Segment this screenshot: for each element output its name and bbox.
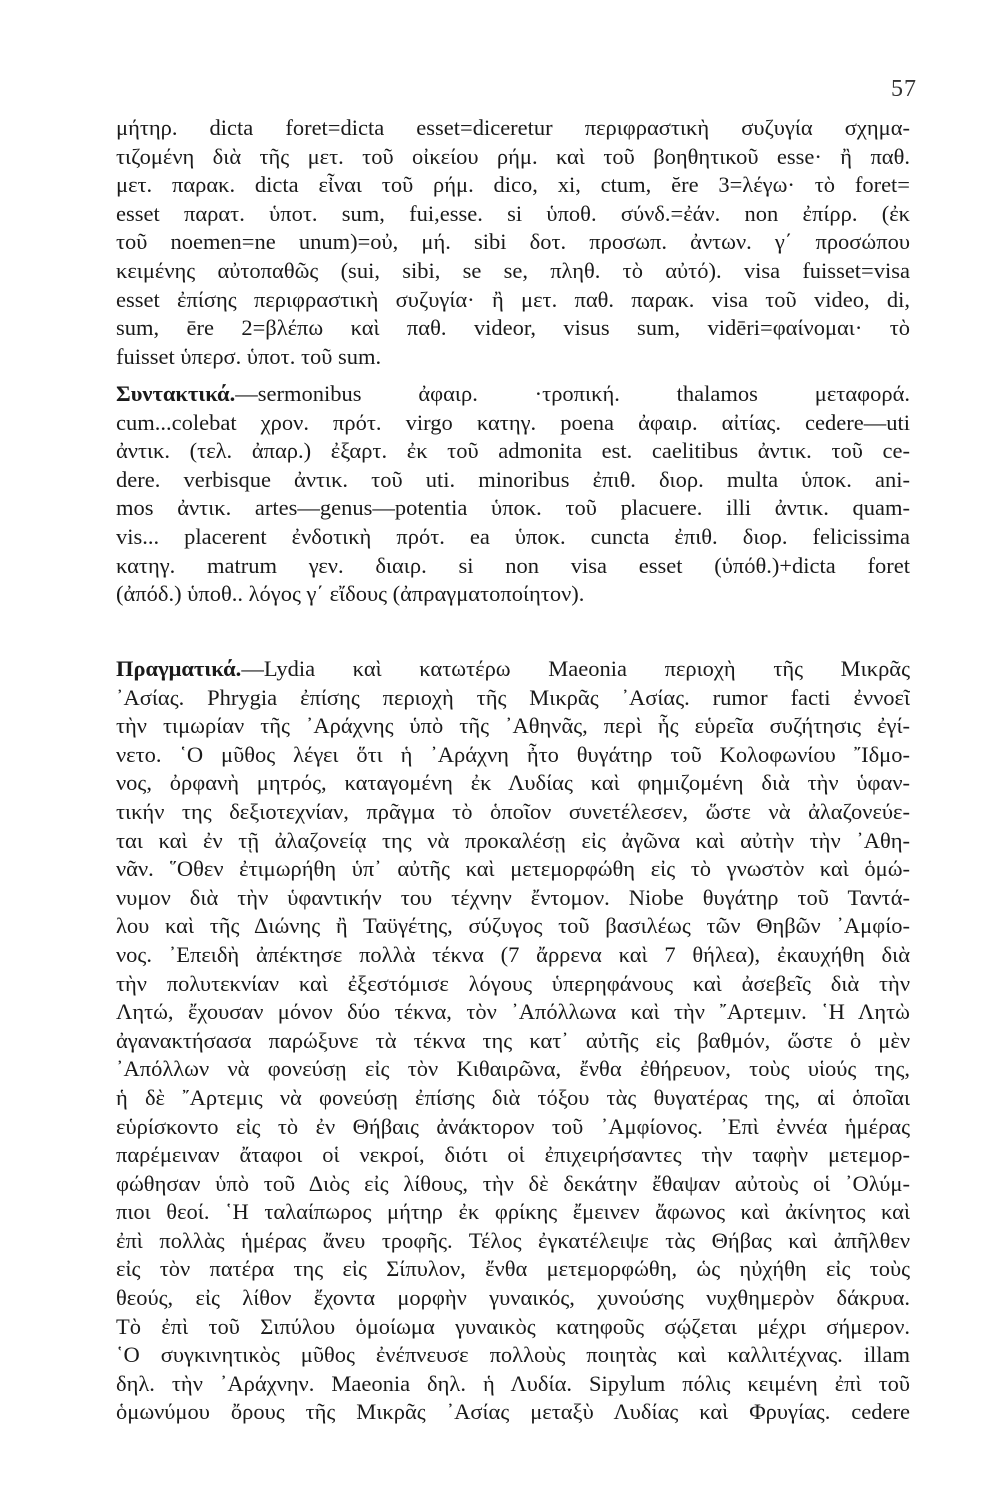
text-line: νος. ᾿Επειδὴ ἀπέκτησε πολλὰ τέκνα (7 ἄρρενα καὶ 7 θήλεα), ἐκαυχήθη διὰ <box>116 941 910 967</box>
text-line: dere. verbisque ἀντικ. τοῦ uti. minoribus ἐπιθ. διορ. multa ὑποκ. ani- <box>116 466 910 492</box>
text-line: mos ἀντικ. artes—genus—potentia ὑποκ. τοῦ placuere. illi ἀντικ. quam- <box>116 495 910 521</box>
text-line: κειμένης αὐτοπαθῶς (sui, sibi, se se, πληθ. τὸ αὐτό). visa fuisset=visa <box>116 257 910 283</box>
text-line-first <box>116 655 910 684</box>
text-line: τιζομένη διὰ τῆς μετ. τοῦ οἰκείου ρήμ. καὶ τοῦ βοηθητικοῦ esse· ἢ παθ. <box>116 143 910 169</box>
text-line: φώθησαν ὑπὸ τοῦ Διὸς εἰς λίθους, τὴν δὲ δεκάτην ἔθαψαν αὐτοὺς οἱ ᾿Ολύμ- <box>116 1170 910 1196</box>
text-line: τοῦ noemen=ne unum)=οὐ, μή. sibi δοτ. προσωπ. ἀντων. γ΄ προσώπου <box>116 229 910 255</box>
paragraph-notes <box>116 114 910 371</box>
text-line: μετ. παρακ. dicta εἶναι τοῦ ρήμ. dico, xi, ctum, ĕre 3=λέγω· τὸ foret= <box>116 172 910 198</box>
text-line: λου καὶ τῆς Διώνης ἢ Ταϋγέτης, σύζυγος τοῦ βασιλέως τῶν Θηβῶν ᾿Αμφίο- <box>116 913 910 939</box>
text-line: ἡ δὲ ῎Αρτεμις νὰ φονεύσῃ ἐπίσης διὰ τόξου τὰς θυγατέρας της, αἱ ὁποῖαι <box>116 1084 910 1110</box>
text-line: ᾿Απόλλων νὰ φονεύσῃ εἰς τὸν Κιθαιρῶνα, ἔνθα ἐθήρευον, τοὺς υἱούς της, <box>116 1056 910 1082</box>
text-line: vis... placerent ἐνδοτικὴ πρότ. ea ὑποκ. cuncta ἐπιθ. διορ. felicissima <box>116 523 910 549</box>
text-line: τὴν πολυτεκνίαν καὶ ἐξεστόμισε λόγους ὑπερηφάνους καὶ ἀσεβεῖς διὰ τὴν <box>116 970 910 996</box>
text-line: fuisset ὑπερσ. ὑποτ. τοῦ sum. <box>116 343 382 369</box>
text-line: ῾Ο συγκινητικὸς μῦθος ἐνέπνευσε πολλοὺς ποιητὰς καὶ καλλιτέχνας. illam <box>116 1342 910 1368</box>
text-line-rest: —Lydia καὶ κατωτέρω Maeonia περιοχὴ τῆς Μικρᾶς <box>241 656 910 681</box>
text-line: τὴν τιμωρίαν τῆς ᾿Αράχνης ὑπὸ τῆς ᾿Αθηνᾶς, περὶ ἧς εὑρεῖα συζήτησις ἐγί- <box>116 713 910 739</box>
paragraph-syntax <box>116 380 910 609</box>
text-line: παρέμειναν ἄταφοι οἱ νεκροί, διότι οἱ ἐπιχειρήσαντες τὴν ταφὴν μετεμορ- <box>116 1142 910 1168</box>
text-line: θεούς, εἰς λίθον ἔχοντα μορφὴν γυναικός, χυνούσης νυχθημερὸν δάκρυα. <box>116 1285 910 1311</box>
text-line: ἀγανακτήσασα παρώξυνε τὰ τέκνα της κατ᾿ αὐτῆς εἰς βαθμόν, ὥστε ὁ μὲν <box>116 1027 910 1053</box>
section-heading: Πραγματικά. <box>116 656 242 681</box>
text-line: sum, ēre 2=βλέπω καὶ παθ. videor, visus sum, vidēri=φαίνομαι· τὸ <box>116 315 910 341</box>
text-line: κατηγ. matrum γεν. διαιρ. si non visa esset (ὑπόθ.)+dicta foret <box>116 552 910 578</box>
text-line: δηλ. τὴν ᾿Αράχνην. Maeonia δηλ. ἡ Λυδία. Sipylum πόλις κειμένη ἐπὶ τοῦ <box>116 1370 910 1396</box>
text-line: (ἀπόδ.) ὑποθ.. λόγος γ΄ εἴδους (ἀπραγματοποίητον). <box>116 581 585 607</box>
text-line: πιοι θεοί. ῾Η ταλαίπωρος μήτηρ ἐκ φρίκης ἔμεινεν ἄφωνος καὶ ἀκίνητος καὶ <box>116 1199 910 1225</box>
text-line: εἰς τὸν πατέρα της εἰς Σίπυλον, ἔνθα μετεμορφώθη, ὡς ηὐχήθη εἰς τοὺς <box>116 1256 910 1282</box>
text-line: ἀντικ. (τελ. ἀπαρ.) ἐξαρτ. ἐκ τοῦ admonita est. caelitibus ἀντικ. τοῦ ce- <box>116 438 910 464</box>
text-line: νυμον διὰ τὴν ὑφαντικήν του τέχνην ἔντομον. Niobe θυγάτηρ τοῦ Ταντά- <box>116 884 910 910</box>
text-line: εὑρίσκοντο εἰς τὸ ἐν Θήβαις ἀνάκτορον τοῦ ᾿Αμφίονος. ᾿Επὶ ἐννέα ἡμέρας <box>116 1113 910 1139</box>
page-number: 57 <box>891 76 917 102</box>
text-line: ᾿Ασίας. Phrygia ἐπίσης περιοχὴ τῆς Μικρᾶς ᾿Ασίας. rumor facti ἐννοεῖ <box>116 684 910 710</box>
section-heading: Συντακτικά. <box>116 381 236 406</box>
text-line: νος, ὀρφανὴ μητρός, καταγομένη ἐκ Λυδίας καὶ φημιζομένη διὰ τὴν ὑφαν- <box>116 770 910 796</box>
text-line: cum...colebat χρον. πρότ. virgo κατηγ. poena ἀφαιρ. αἰτίας. cedere—uti <box>116 409 910 435</box>
text-line: μήτηρ. dicta foret=dicta esset=diceretur περιφραστικὴ συζυγία σχημα- <box>116 115 910 140</box>
text-line: νᾶν. ῞Οθεν ἐτιμωρήθη ὑπ᾿ αὐτῆς καὶ μετεμορφώθη εἰς τὸ γνωστὸν καὶ ὁμώ- <box>116 856 910 882</box>
text-line: Τὸ ἐπὶ τοῦ Σιπύλου ὁμοίωμα γυναικὸς κατηφοῦς σῴζεται μέχρι σήμερον. <box>116 1313 910 1339</box>
text-line: Λητώ, ἔχουσαν μόνον δύο τέκνα, τὸν ᾿Απόλλωνα καὶ τὴν ῎Αρτεμιν. ῾Η Λητὼ <box>116 999 910 1025</box>
text-line: ται καὶ ἐν τῇ ἀλαζονείᾳ της νὰ προκαλέσῃ εἰς ἀγῶνα καὶ αὐτὴν τὴν ᾿Αθη- <box>116 827 910 853</box>
text-line: τικήν της δεξιοτεχνίαν, πρᾶγμα τὸ ὁποῖον συνετέλεσεν, ὥστε νὰ ἀλαζονεύε- <box>116 798 910 824</box>
text-line: esset παρατ. ὑποτ. sum, fui,esse. si ὑποθ. σύνδ.=ἐάν. non ἐπίρρ. (ἐκ <box>116 200 910 226</box>
text-line: ὁμωνύμου ὄρους τῆς Μικρᾶς ᾿Ασίας μεταξὺ Λυδίας καὶ Φρυγίας. cedere <box>116 1399 910 1425</box>
text-line-rest: —sermonibus ἀφαιρ. ·τροπική. thalamos μεταφορά. <box>235 381 910 406</box>
paragraph-realia <box>116 655 910 1427</box>
text-line-first <box>116 380 910 409</box>
text-line: ἐπὶ πολλὰς ἡμέρας ἄνευ τροφῆς. Τέλος ἐγκατέλειψε τὰς Θήβας καὶ ἀπῆλθεν <box>116 1227 910 1253</box>
text-line: esset ἐπίσης περιφραστικὴ συζυγία· ἢ μετ. παθ. παρακ. visa τοῦ video, di, <box>116 286 910 312</box>
text-line: νετο. ῾Ο μῦθος λέγει ὅτι ἡ ᾿Αράχνη ἦτο θυγάτηρ τοῦ Κολοφωνίου ῎Ιδμο- <box>116 741 910 767</box>
